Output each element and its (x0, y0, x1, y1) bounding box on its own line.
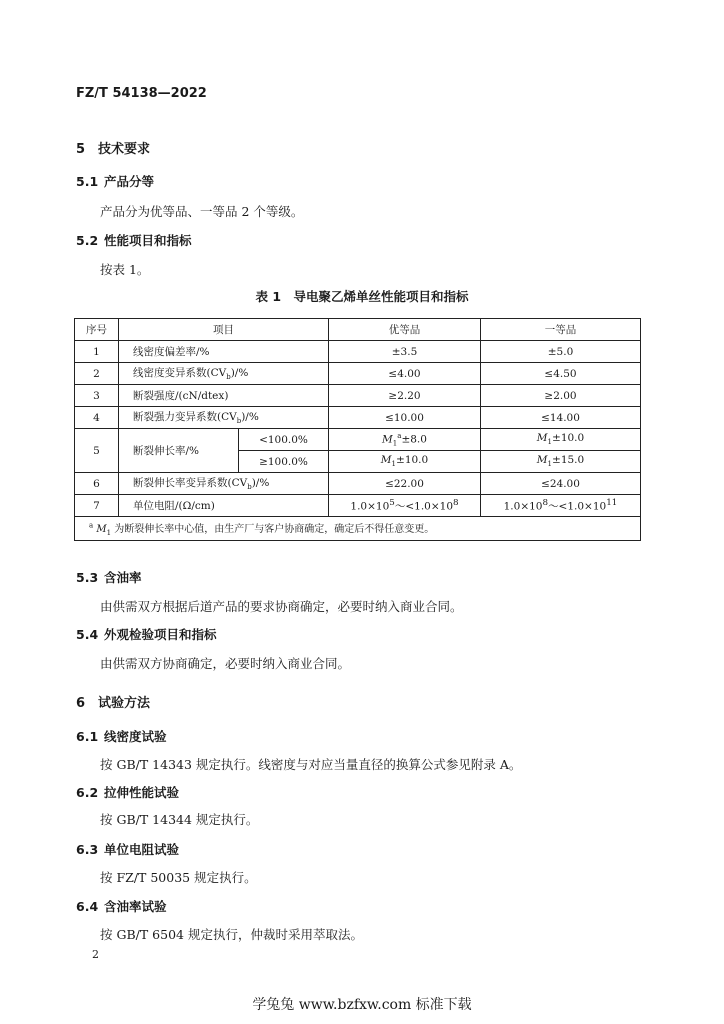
section-5-2-heading (76, 231, 192, 249)
section-number: 5.4 (76, 627, 99, 642)
row-first: ≥2.00 (481, 385, 641, 407)
section-number: 5.2 (76, 233, 99, 248)
section-5-4-text: 由供需双方协商确定，必要时纳入商业合同。 (100, 656, 351, 671)
row-item: 断裂强力变异系数$(CV_b)/\%$ (119, 407, 329, 429)
section-6-3-text: 按 FZ/T 50035 规定执行。 (100, 870, 257, 885)
row-item: 断裂伸长率变异系数$(CV_b)/\%$ (119, 473, 329, 495)
section-title: 产品分等 (104, 174, 155, 189)
standard-code: FZ/T 54138—2022 (76, 86, 207, 101)
row-superior: ≤10.00 (329, 407, 481, 429)
section-6-1-heading (76, 727, 167, 745)
section-number: 5 (76, 142, 86, 157)
section-5-2-text: 按表 1。 (100, 262, 150, 277)
row-first: $1.0\times 10^8\sim<1.0\times 10^{11}$ (481, 495, 641, 517)
section-6-2-heading (76, 783, 179, 801)
section-title: 外观检验项目和指标 (104, 627, 217, 642)
row-superior: ≤22.00 (329, 473, 481, 495)
row-first: ≤14.00 (481, 407, 641, 429)
row-no: 7 (75, 495, 119, 517)
section-number: 6.2 (76, 785, 99, 800)
section-6-2-text: 按 GB/T 14344 规定执行。 (100, 812, 259, 827)
row-item: 单位电阻/(Ω/cm) (119, 495, 329, 517)
row-first: ≤4.50 (481, 363, 641, 385)
table-row (75, 495, 641, 517)
section-title: 拉伸性能试验 (104, 785, 180, 800)
header-item: 项目 (119, 319, 329, 341)
section-5-heading (76, 138, 150, 157)
row-no: 6 (75, 473, 119, 495)
table-footnote: $^a$ $M_1$ 为断裂伸长率中心值，由生产厂与客户协商确定，确定后不得任意变更。 (75, 517, 641, 541)
section-5-3-text: 由供需双方根据后道产品的要求协商确定，必要时纳入商业合同。 (100, 599, 463, 614)
section-title: 试验方法 (98, 696, 151, 711)
footer-watermark: 学兔兔 www.bzfxw.com 标准下载 (252, 997, 472, 1013)
section-6-3-heading (76, 840, 179, 858)
row-superior: $M_1^a\pm 8.0$ (329, 429, 481, 451)
row-superior: $1.0\times 10^5\sim<1.0\times 10^8$ (329, 495, 481, 517)
row-no: 4 (75, 407, 119, 429)
section-number: 5.3 (76, 570, 99, 585)
row-no: 3 (75, 385, 119, 407)
header-no: 序号 (75, 319, 119, 341)
header-first: 一等品 (481, 319, 641, 341)
row-subitem: ≥100.0% (239, 451, 329, 473)
section-title: 性能项目和指标 (104, 233, 192, 248)
section-title: 含油率 (104, 570, 142, 585)
table-row (75, 363, 641, 385)
row-superior: ±3.5 (329, 341, 481, 363)
row-superior: ≤4.00 (329, 363, 481, 385)
page-number: 2 (92, 948, 99, 961)
row-superior: $M_1\pm 10.0$ (329, 451, 481, 473)
section-number: 6.1 (76, 729, 99, 744)
row-first: $M_1\pm 10.0$ (481, 429, 641, 451)
table-header-row (75, 319, 641, 341)
section-number: 6.3 (76, 842, 99, 857)
row-first: ±5.0 (481, 341, 641, 363)
section-title: 单位电阻试验 (104, 842, 180, 857)
table-note-row (75, 517, 641, 541)
row-first: $M_1\pm 15.0$ (481, 451, 641, 473)
section-number: 5.1 (76, 174, 99, 189)
section-5-1-heading (76, 172, 154, 190)
row-superior: ≥2.20 (329, 385, 481, 407)
section-5-4-heading (76, 625, 217, 643)
table-row (75, 429, 641, 451)
section-title: 含油率试验 (104, 899, 167, 914)
row-item: 断裂强度/(cN/dtex) (119, 385, 329, 407)
section-6-4-text: 按 GB/T 6504 规定执行，仲裁时采用萃取法。 (100, 927, 363, 942)
row-item: 断裂伸长率/% (119, 429, 239, 473)
section-title: 技术要求 (98, 142, 151, 157)
row-no: 2 (75, 363, 119, 385)
table-1-title: 表 1 导电聚乙烯单丝性能项目和指标 (255, 289, 469, 304)
row-first: ≤24.00 (481, 473, 641, 495)
section-6-heading (76, 692, 150, 711)
table-row (75, 407, 641, 429)
row-item: 线密度偏差率/% (119, 341, 329, 363)
section-6-4-heading (76, 897, 167, 915)
table-row (75, 473, 641, 495)
table-row (75, 385, 641, 407)
header-superior: 优等品 (329, 319, 481, 341)
row-subitem: <100.0% (239, 429, 329, 451)
section-title: 线密度试验 (104, 729, 167, 744)
section-6-1-text: 按 GB/T 14343 规定执行。线密度与对应当量直径的换算公式参见附录 A。 (100, 757, 522, 772)
section-number: 6 (76, 696, 86, 711)
section-5-3-heading (76, 568, 142, 586)
row-no: 1 (75, 341, 119, 363)
row-item: 线密度变异系数$(CV_b)/\%$ (119, 363, 329, 385)
row-no: 5 (75, 429, 119, 473)
section-5-1-text: 产品分为优等品、一等品 2 个等级。 (100, 204, 304, 219)
table-row (75, 341, 641, 363)
section-number: 6.4 (76, 899, 99, 914)
table-1 (74, 318, 641, 541)
